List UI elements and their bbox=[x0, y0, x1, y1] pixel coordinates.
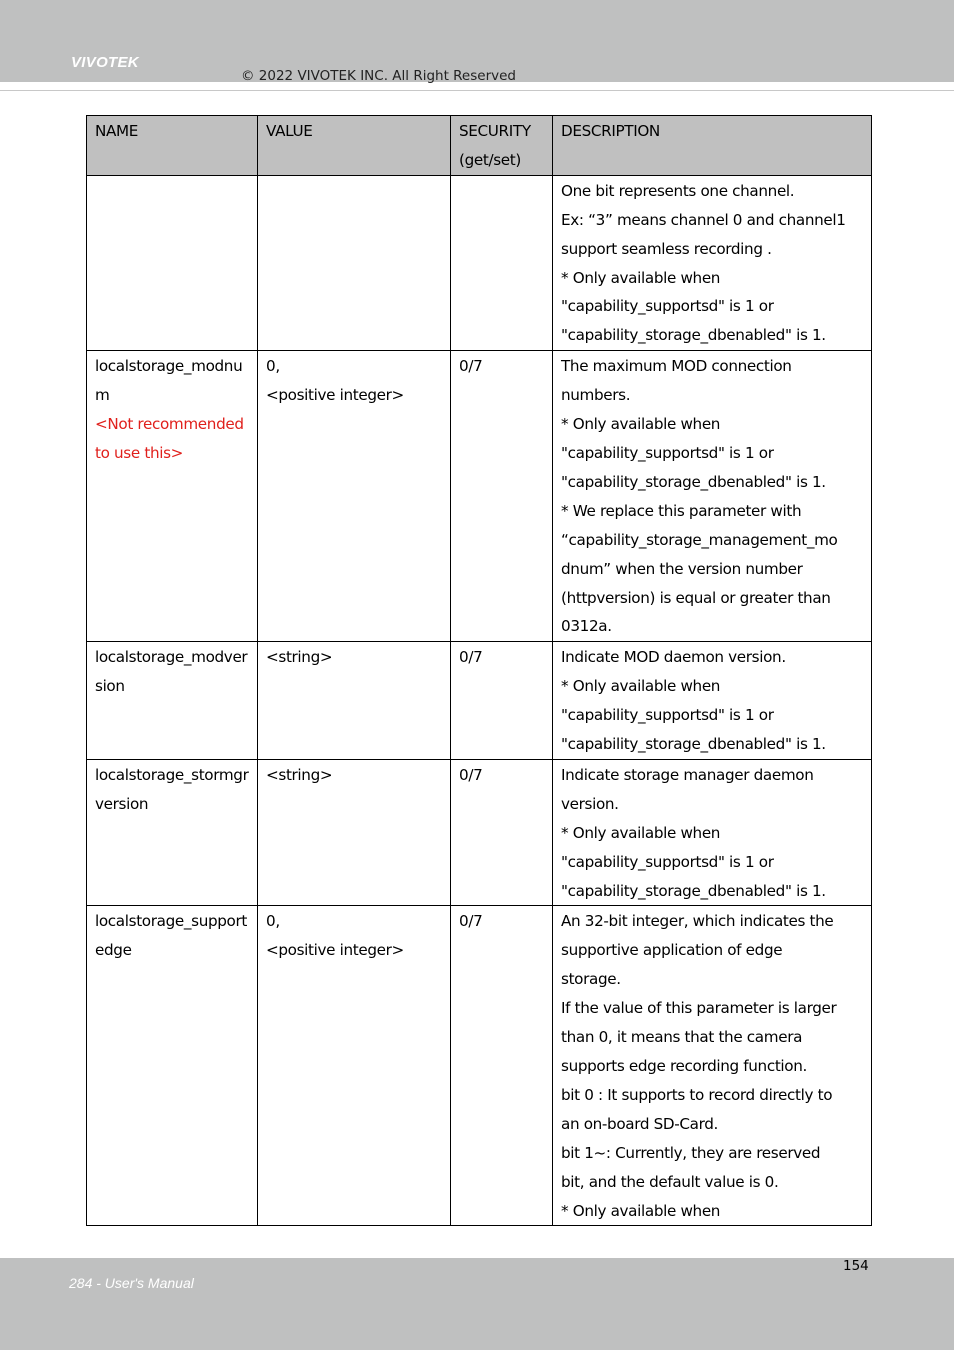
cell-value bbox=[258, 175, 451, 350]
description-line: version. bbox=[561, 794, 619, 813]
description-line: “capability_storage_management_mo bbox=[561, 530, 838, 549]
description-line: (httpversion) is equal or greater than bbox=[561, 588, 831, 607]
parameter-name: localstorage_modversion bbox=[95, 648, 248, 696]
deprecation-note: <Not recommended to use this> bbox=[95, 415, 244, 462]
column-header-description: DESCRIPTION bbox=[553, 116, 872, 176]
description-line: than 0, it means that the camera bbox=[561, 1028, 803, 1047]
description-line: Ex: “3” means channel 0 and channel1 bbox=[561, 210, 846, 229]
column-header-name: NAME bbox=[87, 116, 258, 176]
parameter-name: localstorage_supportedge bbox=[95, 912, 247, 960]
description-line: "capability_storage_dbenabled" is 1. bbox=[561, 735, 826, 754]
cell-description bbox=[553, 175, 872, 350]
brand-logo: VIVOTEK bbox=[71, 54, 139, 71]
parameter-name: localstorage_modnum bbox=[95, 357, 243, 405]
page-number: 154 bbox=[843, 1258, 869, 1274]
table-row bbox=[87, 906, 872, 1226]
description-line: "capability_storage_dbenabled" is 1. bbox=[561, 881, 826, 900]
description-line: supportive application of edge bbox=[561, 941, 783, 960]
description-line: bit 0 : It supports to record directly to bbox=[561, 1085, 833, 1104]
description-line: bit 1~: Currently, they are reserved bbox=[561, 1143, 821, 1162]
parameter-table bbox=[86, 115, 872, 1226]
cell-description bbox=[553, 351, 872, 642]
description-line: Indicate storage manager daemon bbox=[561, 765, 814, 784]
copyright-text: © 2022 VIVOTEK INC. All Right Reserved bbox=[241, 68, 516, 84]
description-line: * Only available when bbox=[561, 823, 721, 842]
description-line: "capability_supportsd" is 1 or bbox=[561, 443, 774, 462]
cell-name bbox=[87, 759, 258, 906]
cell-value: 0, <positive integer> bbox=[258, 906, 451, 1226]
cell-security: 0/7 bbox=[451, 906, 553, 1226]
cell-name bbox=[87, 175, 258, 350]
description-line: * Only available when bbox=[561, 415, 721, 434]
description-line: * Only available when bbox=[561, 1201, 721, 1220]
description-line: * Only available when bbox=[561, 677, 721, 696]
page-footer bbox=[0, 1258, 954, 1350]
cell-name bbox=[87, 351, 258, 642]
description-line: dnum” when the version number bbox=[561, 559, 803, 578]
cell-security: 0/7 bbox=[451, 759, 553, 906]
description-line: "capability_storage_dbenabled" is 1. bbox=[561, 472, 826, 491]
table-header-row bbox=[87, 116, 872, 176]
description-line: "capability_supportsd" is 1 or bbox=[561, 297, 774, 316]
table-row bbox=[87, 759, 872, 906]
description-line: "capability_supportsd" is 1 or bbox=[561, 706, 774, 725]
description-line: 0312a. bbox=[561, 617, 612, 636]
cell-security: 0/7 bbox=[451, 351, 553, 642]
description-line: support seamless recording . bbox=[561, 239, 772, 258]
cell-name bbox=[87, 642, 258, 760]
description-line: If the value of this parameter is larger bbox=[561, 999, 837, 1018]
cell-name bbox=[87, 906, 258, 1226]
cell-description bbox=[553, 906, 872, 1226]
description-line: "capability_supportsd" is 1 or bbox=[561, 852, 774, 871]
manual-label: 284 - User's Manual bbox=[69, 1275, 194, 1291]
description-line: numbers. bbox=[561, 386, 631, 405]
cell-value: 0, <positive integer> bbox=[258, 351, 451, 642]
description-line: One bit represents one channel. bbox=[561, 181, 795, 200]
description-line: bit, and the default value is 0. bbox=[561, 1172, 779, 1191]
description-line: Indicate MOD daemon version. bbox=[561, 648, 786, 667]
parameter-name: localstorage_stormgrversion bbox=[95, 765, 249, 813]
header-divider bbox=[0, 90, 954, 91]
cell-security bbox=[451, 175, 553, 350]
description-line: * Only available when bbox=[561, 268, 721, 287]
description-line: An 32-bit integer, which indicates the bbox=[561, 912, 834, 931]
description-line: an on-board SD-Card. bbox=[561, 1114, 719, 1133]
cell-description bbox=[553, 642, 872, 760]
table-row bbox=[87, 642, 872, 760]
cell-security: 0/7 bbox=[451, 642, 553, 760]
description-line: storage. bbox=[561, 970, 621, 989]
column-header-value: VALUE bbox=[258, 116, 451, 176]
description-line: supports edge recording function. bbox=[561, 1057, 807, 1075]
table-row bbox=[87, 175, 872, 350]
cell-description bbox=[553, 759, 872, 906]
description-line: "capability_storage_dbenabled" is 1. bbox=[561, 326, 826, 345]
description-line: * We replace this parameter with bbox=[561, 501, 802, 520]
column-header-security: SECURITY (get/set) bbox=[451, 116, 553, 176]
description-line: The maximum MOD connection bbox=[561, 357, 792, 376]
cell-value: <string> bbox=[258, 642, 451, 760]
cell-value: <string> bbox=[258, 759, 451, 906]
table-row bbox=[87, 351, 872, 642]
